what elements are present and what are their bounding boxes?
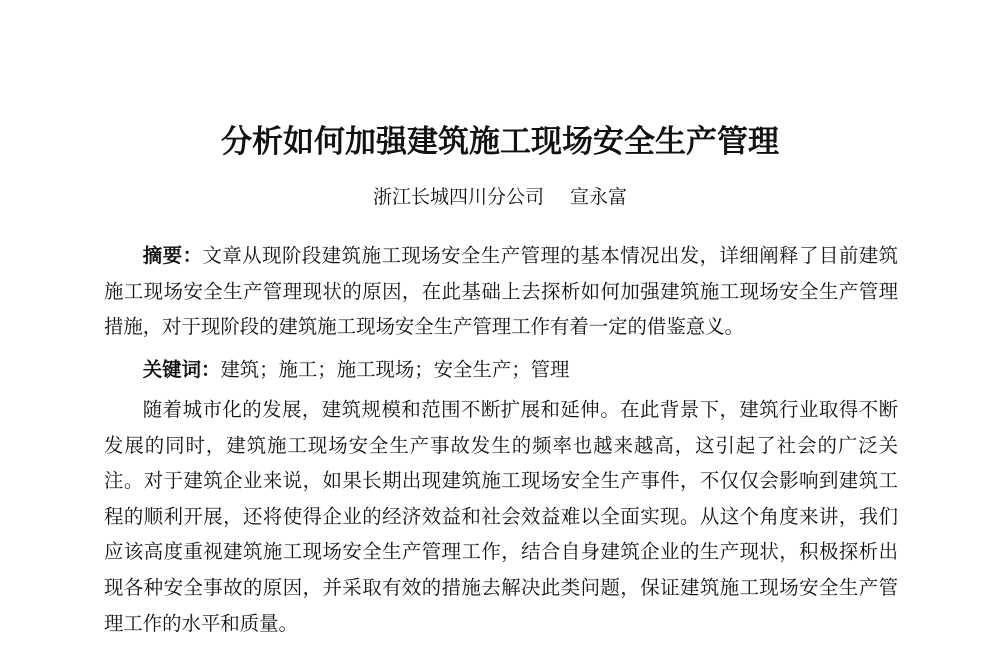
abstract-text: 文章从现阶段建筑施工现场安全生产管理的基本情况出发，详细阐释了目前建筑施工现场安全生产管理现状的原因，在此基础上去探析如何加强建筑施工现场安全生产管理措施，对于现阶段的建筑施工现场安全生产管理工作有着一定的借鉴意义。 — [104, 244, 899, 339]
intro-paragraph: 随着城市化的发展，建筑规模和范围不断扩展和延伸。在此背景下，建筑行业取得不断发展的同时，建筑施工现场安全生产事故发生的频率也越来越高，这引起了社会的广泛关注。对于建筑企业来说，如果长期出现建筑施工现场安全生产事件，不仅仅会影响到建筑工程的顺利开展，还将使得企业的经济效益和社会效益难以全面实现。从这个角度来讲，我们应该高度重视建筑施工现场安全生产管理工作，结合自身建筑企业的生产现状，积极探析出现各种安全事故的原因，并采取有效的措施去解决此类问题，保证建筑施工现场安全生产管理工作的水平和质量。 — [104, 398, 898, 635]
abstract-label: 摘要： — [142, 244, 203, 267]
keywords-text: 建筑；施工；施工现场；安全生产；管理 — [220, 358, 570, 381]
abstract-paragraph — [104, 238, 898, 345]
keywords-paragraph — [104, 352, 898, 388]
paper-title: 分析如何加强建筑施工现场安全生产管理 — [221, 124, 779, 160]
byline — [0, 184, 1000, 210]
affiliation: 浙江长城四川分公司 — [372, 186, 544, 208]
author-name: 宣永富 — [570, 186, 628, 208]
keywords-label: 关键词： — [142, 358, 221, 381]
